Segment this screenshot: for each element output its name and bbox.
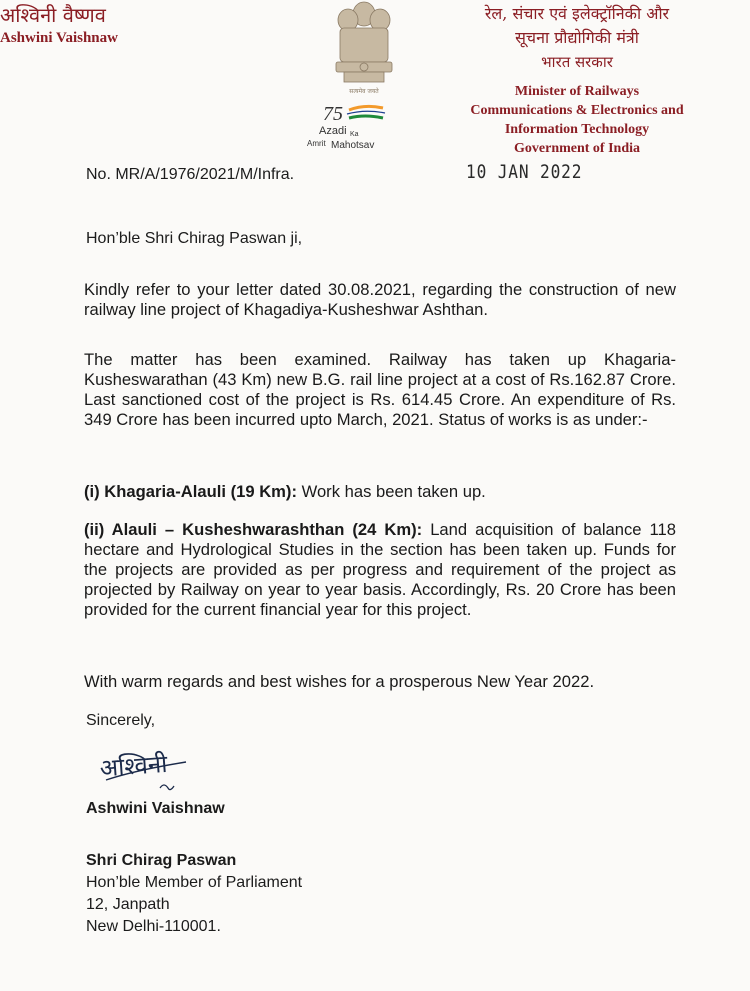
- status-item-2: [84, 520, 676, 620]
- status-item-1-text: Work has been taken up.: [296, 482, 486, 501]
- ministry-hindi-line-2: सूचना प्रौद्योगिकी मंत्री: [515, 28, 639, 47]
- status-item-2-heading: (ii) Alauli – Kusheshwarashthan (24 Km):: [84, 520, 423, 539]
- azadi-number: 75: [323, 103, 343, 125]
- recipient-address: [86, 850, 302, 938]
- paragraph-greetings: With warm regards and best wishes for a prosperous New Year 2022.: [84, 672, 595, 691]
- recipient-line-1: Hon’ble Member of Parliament: [86, 874, 303, 891]
- ministry-english-line-2: Communications & Electronics and: [470, 103, 684, 118]
- signer-name: Ashwini Vaishnaw: [86, 800, 225, 817]
- closing: Sincerely,: [86, 712, 156, 729]
- azadi-amrit: Amrit: [307, 139, 326, 148]
- ministry-block: [452, 2, 702, 158]
- azadi-ka-amrit-mahotsav-logo-icon: [305, 96, 415, 152]
- ministry-english-line-4: Government of India: [514, 141, 640, 156]
- signature-icon: [96, 740, 216, 800]
- azadi-ka: Ka: [350, 131, 359, 138]
- paragraph-project-status: The matter has been examined. Railway has taken up Khagaria-Kusheswarathan (43 Km) new B.G. rail line project at a cost of Rs.162.87 Crore. Last sanctioned cost of the project is Rs. 614.45 Crore. An expenditure of Rs. 349 Crore has been incurred upto March, 2021. Status of works is as under:-: [84, 350, 676, 429]
- azadi-mahotsav: Mahotsav: [331, 140, 375, 151]
- paragraph-reference: Kindly refer to your letter dated 30.08.2021, regarding the construction of new railway line project of Khagadiya-Kusheshwar Ashthan.: [84, 280, 676, 319]
- status-item-1-heading: (i) Khagaria-Alauli (19 Km):: [84, 482, 297, 501]
- recipient-line-2: 12, Janpath: [86, 896, 170, 913]
- status-item-2-text: Land acquisition of balance 118 hectare and Hydrological Studies in the section has been taken up. Funds for the projects are provided as per progress and requirement of the project as projected by Railway on year to year basis. Accordingly, Rs. 20 Crore has been provided for the current financial year for this project.: [84, 520, 676, 619]
- ministry-hindi-line-1: रेल, संचार एवं इलेक्ट्रॉनिकी और: [484, 4, 670, 23]
- emblem-motto: सत्यमेव जयते: [349, 88, 379, 95]
- date-stamp: 10 JAN 2022: [466, 161, 583, 183]
- recipient-line-3: New Delhi-110001.: [86, 918, 221, 935]
- reference-number: No. MR/A/1976/2021/M/Infra.: [86, 166, 295, 183]
- sender-name-block: [0, 2, 200, 47]
- ministry-hindi-line-3: भारत सरकार: [541, 53, 613, 71]
- signature-handwriting: अश्विनी: [98, 749, 169, 783]
- ministry-english-line-3: Information Technology: [504, 122, 650, 137]
- recipient-name: Shri Chirag Paswan: [86, 852, 237, 869]
- azadi-word: Azadi: [319, 125, 347, 137]
- salutation: Hon’ble Shri Chirag Paswan ji,: [86, 230, 303, 247]
- ministry-english-line-1: Minister of Railways: [514, 84, 640, 99]
- sender-name-hindi: अश्विनी वैष्णव: [0, 3, 106, 27]
- status-item-1: [84, 482, 676, 502]
- sender-name-english: Ashwini Vaishnaw: [0, 30, 118, 46]
